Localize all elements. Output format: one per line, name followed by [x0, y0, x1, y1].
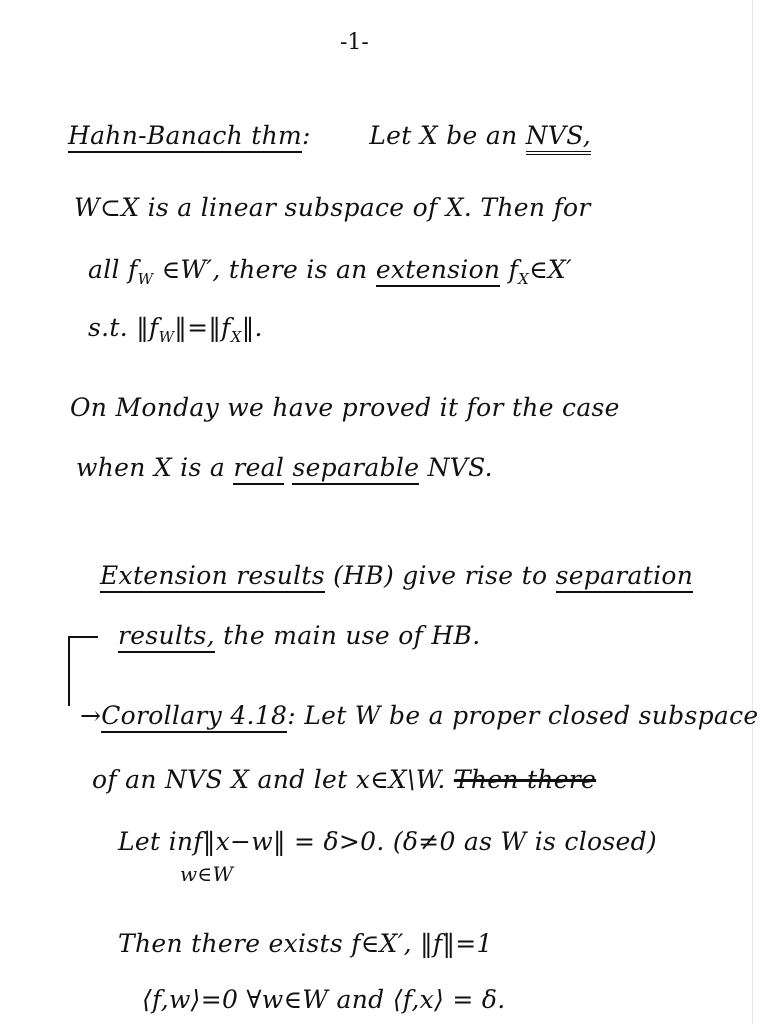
page-number: -1- [340, 30, 369, 55]
remark-text-2a: when X is a [76, 453, 226, 482]
corollary-colon: : [287, 701, 296, 730]
extension-line-1 [100, 560, 693, 592]
separable-term: separable [292, 453, 419, 485]
separation-term: separation [556, 561, 694, 593]
theorem-line-4 [88, 312, 263, 353]
corollary-line-2 [92, 764, 596, 796]
extension-text-2a: the main use of HB. [214, 621, 481, 650]
extension-line-2 [118, 620, 480, 652]
corollary-line-1 [80, 700, 759, 732]
theorem-text-4c: ‖. [241, 313, 263, 342]
theorem-line-3 [88, 254, 572, 295]
theorem-line-2: W⊂X is a linear subspace of X. Then for [74, 193, 591, 222]
corollary-label: Corollary 4.18 [101, 701, 287, 733]
theorem-text-3d: ∈X′ [529, 255, 573, 284]
corollary-line-5: ⟨f,w⟩=0 ∀w∈W and ⟨f,x⟩ = δ. [142, 985, 506, 1014]
theorem-text-3c: f [500, 255, 519, 284]
corollary-text-1: Let W be a proper closed subspace [304, 701, 759, 730]
subscript-x: X [518, 270, 530, 288]
extension-text-1a: (HB) give rise to [324, 561, 556, 590]
extension-term: extension [376, 255, 501, 287]
corollary-line-4: Then there exists f∈X′, ‖f‖=1 [118, 929, 493, 958]
arrow-glyph: → [80, 701, 102, 730]
extension-results-term: Extension results [100, 561, 325, 593]
theorem-text-4a: s.t. ‖f [88, 313, 159, 342]
theorem-text-3a: all f [88, 255, 138, 284]
struck-text: Then there [453, 765, 597, 794]
theorem-line-1 [68, 120, 591, 152]
results-term: results, [118, 621, 215, 653]
corollary-line-3: Let inf‖x−w‖ = δ>0. (δ≠0 as W is closed) [118, 827, 657, 856]
theorem-text-3b: ∈W′, there is an [153, 255, 368, 284]
subscript-x-2: X [230, 328, 242, 346]
theorem-label: Hahn-Banach thm [68, 121, 302, 153]
theorem-colon: : [302, 121, 311, 150]
subscript-w: W [137, 270, 154, 288]
theorem-text-4b: ‖=‖f [174, 313, 231, 342]
real-term: real [233, 453, 284, 485]
subscript-w-2: W [158, 328, 175, 346]
inf-subscript: w∈W [180, 862, 234, 886]
remark-line-2 [76, 452, 493, 484]
nvs-term: NVS, [526, 121, 591, 155]
remark-text-2b: NVS. [427, 453, 493, 482]
bracket-arrow [68, 636, 98, 706]
theorem-text-1: Let X be an [369, 121, 518, 150]
remark-line-1: On Monday we have proved it for the case [70, 393, 620, 422]
page-edge [752, 0, 753, 1024]
corollary-text-2a: of an NVS X and let x∈X\W. [92, 765, 446, 794]
